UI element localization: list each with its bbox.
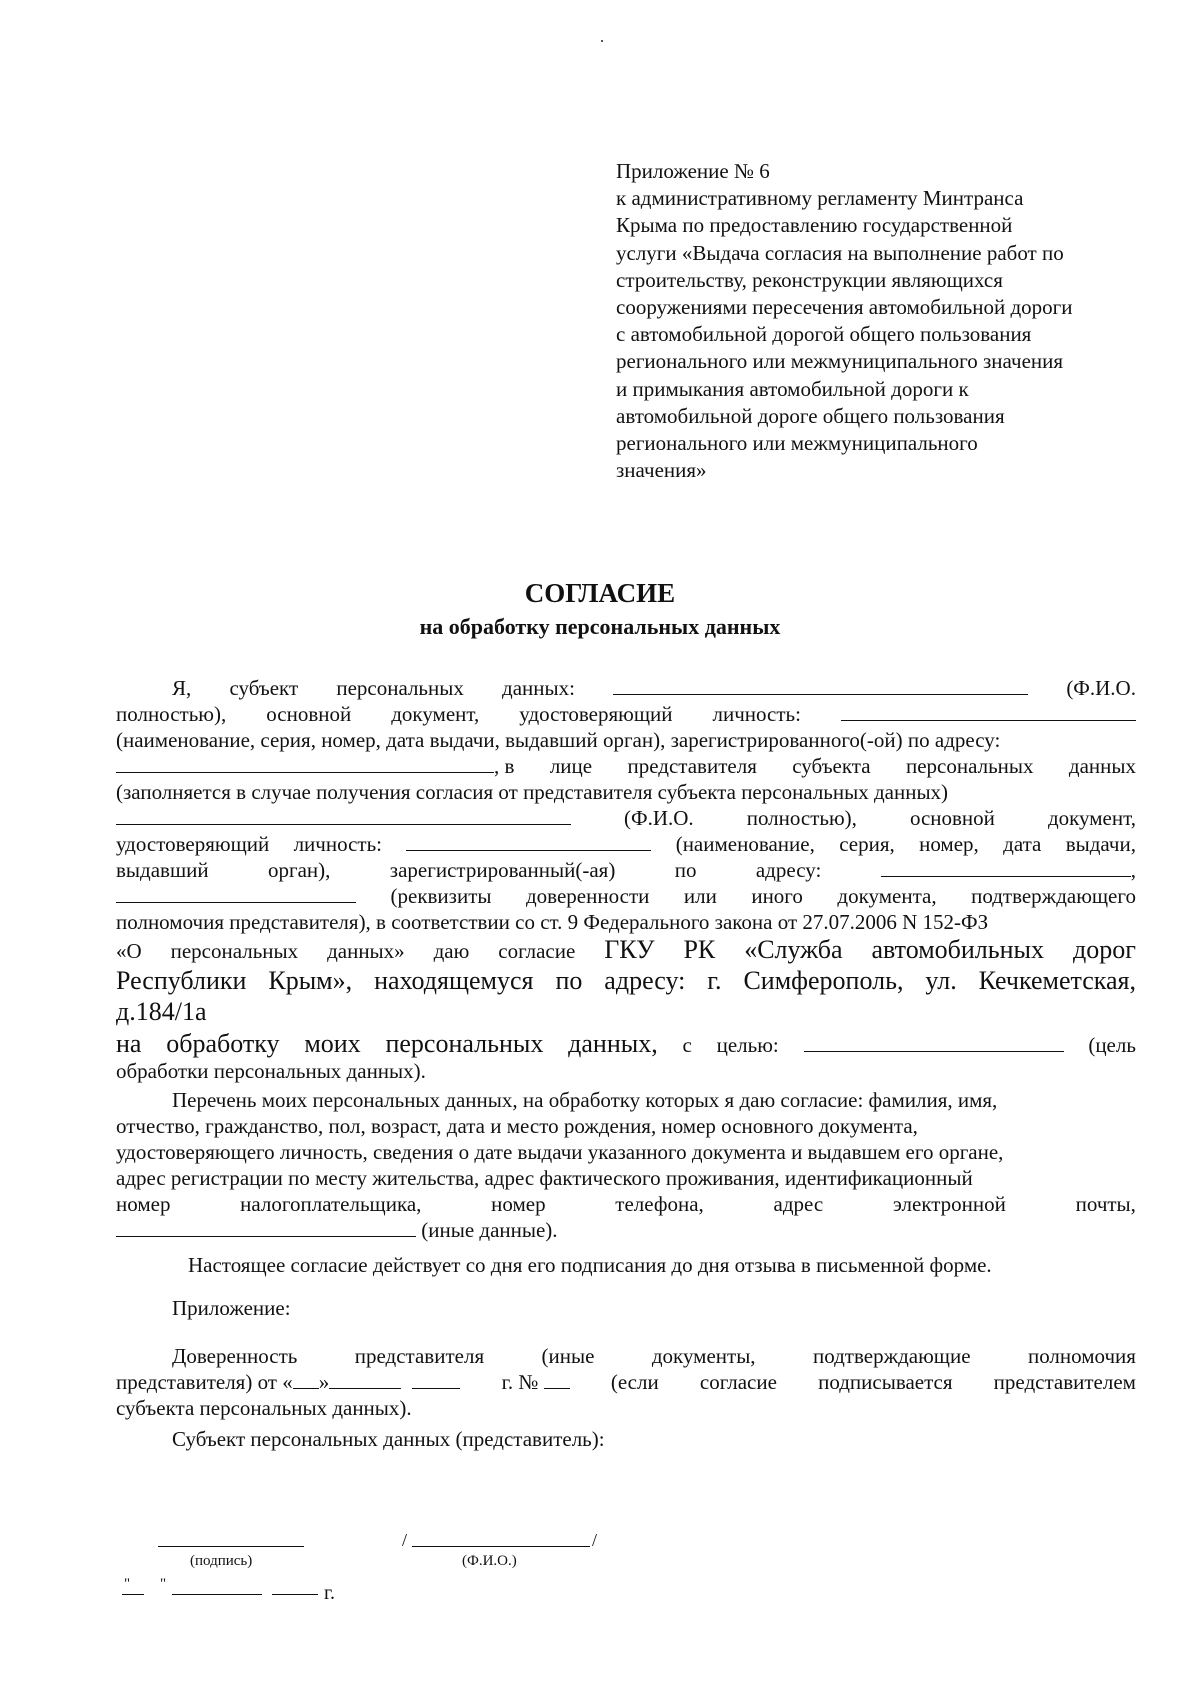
word: основной xyxy=(266,702,352,726)
word: зарегистрированный(-ая) xyxy=(389,858,616,882)
month-blank[interactable] xyxy=(329,1370,401,1389)
word: персональных xyxy=(905,754,1034,778)
body-line-24 xyxy=(116,1344,1136,1369)
word: «Служба xyxy=(744,935,843,964)
word: представителя) от « xyxy=(116,1370,293,1394)
word: , в xyxy=(494,754,515,778)
word: » xyxy=(318,1370,330,1394)
word: документа, xyxy=(837,884,937,908)
word: документ, xyxy=(391,702,480,726)
word: представителя xyxy=(354,1344,485,1368)
body-line-21 xyxy=(116,1218,1136,1243)
body-line-8 xyxy=(116,858,1136,883)
fio-blank[interactable] xyxy=(613,676,1028,695)
appendix-line: автомобильной дороге общего пользования xyxy=(616,403,1005,428)
word: орган), xyxy=(267,858,331,882)
date-quote-open: " xyxy=(124,1576,131,1592)
word: субъекта xyxy=(792,754,871,778)
body-line-4 xyxy=(116,754,1136,779)
representative-id-blank[interactable] xyxy=(406,832,651,851)
word: субъект xyxy=(229,676,299,700)
representative-address-blank[interactable] xyxy=(881,858,1131,877)
word: основной xyxy=(909,806,995,830)
word: личность: xyxy=(712,702,801,726)
word: подписывается xyxy=(818,1370,953,1394)
word: удостоверяющий xyxy=(116,832,270,856)
word: адресу: xyxy=(604,966,686,995)
body-line-2 xyxy=(116,702,1136,727)
body-line-14 xyxy=(116,1029,1136,1059)
body-line-27: Субъект персональных данных (представитель): xyxy=(172,1427,605,1451)
word: Симферополь, xyxy=(743,966,904,995)
body-line-6 xyxy=(116,806,1136,831)
appendix-line: значения» xyxy=(616,458,707,483)
representative-fio-blank[interactable] xyxy=(116,806,571,825)
word: ГКУ xyxy=(604,935,655,964)
word: «О xyxy=(116,939,142,963)
word: (иные xyxy=(541,1344,595,1368)
word: номер xyxy=(491,1192,546,1216)
body-line-7 xyxy=(116,832,1136,857)
word: автомобильных xyxy=(871,935,1045,964)
word: (цель xyxy=(1088,1033,1136,1057)
appendix-line: с автомобильной дорогой общего пользования xyxy=(616,322,1032,347)
word: с xyxy=(682,1033,692,1057)
word: (если xyxy=(610,1370,659,1394)
appendix-line: услуги «Выдача согласия на выполнение работ по xyxy=(616,240,1064,265)
word: (Ф.И.О. xyxy=(1066,676,1136,700)
word: г. xyxy=(707,966,722,995)
date-day-line[interactable] xyxy=(122,1594,144,1595)
word: РК xyxy=(683,935,716,964)
date-quote-close: " xyxy=(160,1576,167,1592)
word: Крым», xyxy=(268,966,353,995)
body-line-19: адрес регистрации по месту жительства, адрес фактического проживания, идентификационный xyxy=(116,1166,973,1190)
number-blank[interactable] xyxy=(544,1370,570,1389)
word: г. № xyxy=(501,1370,539,1394)
word: целью: xyxy=(716,1033,779,1057)
word: документы, xyxy=(651,1344,756,1368)
word: иного xyxy=(751,884,803,908)
body-line-12 xyxy=(116,966,1136,996)
word: налогоплательщика, xyxy=(240,1192,422,1216)
word: Доверенность xyxy=(172,1344,298,1368)
appendix-line: строительству, реконструкции являющихся xyxy=(616,267,1003,292)
appendix-line: сооружениями пересечения автомобильной дороги xyxy=(616,295,1073,320)
signature-label: (подпись) xyxy=(190,1553,253,1569)
fio-label: (Ф.И.О.) xyxy=(462,1553,517,1569)
word: полностью), xyxy=(116,702,227,726)
word: (Ф.И.О. xyxy=(624,806,694,830)
body-line-23: Приложение: xyxy=(172,1296,291,1320)
body-line-3: (наименование, серия, номер, дата выдачи, выдавший орган), зарегистрированного(-ой) по адресу: xyxy=(116,728,1001,752)
word: электронной xyxy=(892,1192,1006,1216)
appendix-line: регионального или межмуниципального значения xyxy=(616,349,1064,374)
appendix-block xyxy=(616,158,1156,484)
word: Республики xyxy=(116,966,247,995)
id-document-blank[interactable] xyxy=(841,702,1136,721)
purpose-blank[interactable] xyxy=(804,1033,1064,1052)
body-line-1 xyxy=(116,676,1136,701)
word: персональных xyxy=(336,676,464,700)
word: или xyxy=(683,884,717,908)
date-month-line[interactable] xyxy=(172,1594,262,1595)
body-line-5: (заполняется в случае получения согласия от представителя субъекта персональных данных) xyxy=(116,780,949,804)
body-line-20 xyxy=(116,1192,1136,1217)
word: на xyxy=(116,1029,142,1058)
word: (наименование, xyxy=(675,832,815,856)
date-year-line[interactable] xyxy=(272,1594,318,1595)
word: доверенности xyxy=(526,884,650,908)
word: выдавший xyxy=(116,858,209,882)
signature-line[interactable] xyxy=(158,1546,304,1547)
document-subtitle: на обработку персональных данных xyxy=(419,614,781,639)
scan-dot xyxy=(601,40,603,42)
body-line-22: Настоящее согласие действует со дня его подписания до дня отзыва в письменной форме. xyxy=(188,1253,992,1277)
word: подтверждающего xyxy=(971,884,1136,908)
word: дорог xyxy=(1072,935,1136,964)
word: полностью), xyxy=(746,806,857,830)
appendix-line: регионального или межмуниципального xyxy=(616,431,978,456)
word: телефона, xyxy=(615,1192,704,1216)
body-line-18: удостоверяющего личность, сведения о дате выдачи указанного документа и выдавшем его органе, xyxy=(116,1140,1004,1164)
word: личность: xyxy=(293,832,383,856)
word: представителем xyxy=(993,1370,1136,1394)
word: удостоверяющий xyxy=(519,702,673,726)
word: данных: xyxy=(502,676,575,700)
word: по xyxy=(555,966,583,995)
fio-slash-left: / xyxy=(402,1530,408,1550)
appendix-line: Крыма по предоставлению государственной xyxy=(616,213,1013,238)
word: моих xyxy=(304,1029,361,1058)
word: (иные данные). xyxy=(421,1218,558,1242)
body-line-9 xyxy=(116,884,1136,909)
word: документ, xyxy=(1047,806,1136,830)
word: выдачи, xyxy=(1065,832,1136,856)
body-line-26: субъекта персональных данных). xyxy=(116,1396,412,1420)
word: , xyxy=(1130,858,1136,882)
word: серия, xyxy=(839,832,895,856)
word: дата xyxy=(1003,832,1042,856)
document-title: СОГЛАСИЕ xyxy=(524,578,676,608)
word: адрес xyxy=(773,1192,824,1216)
word: лице xyxy=(549,754,593,778)
word: данных» xyxy=(327,939,405,963)
other-data-blank[interactable] xyxy=(116,1218,416,1237)
word: по xyxy=(674,858,697,882)
year-blank[interactable] xyxy=(412,1370,460,1389)
word: подтверждающие xyxy=(812,1344,971,1368)
word: данных xyxy=(1068,754,1136,778)
word: Кечкеметская, xyxy=(978,966,1136,995)
address-blank[interactable] xyxy=(116,754,494,773)
word: (реквизиты xyxy=(390,884,492,908)
body-line-11 xyxy=(116,935,1136,965)
date-year-suffix: г. xyxy=(324,1582,335,1604)
appendix-line: и примыкания автомобильной дороги к xyxy=(616,376,969,401)
body-line-15: обработки персональных данных). xyxy=(116,1059,426,1083)
fio-slash-right: / xyxy=(592,1530,598,1550)
word: номер, xyxy=(919,832,979,856)
body-line-17: отчество, гражданство, пол, возраст, дата и место рождения, номер основного документа, xyxy=(116,1114,918,1138)
word: представителя xyxy=(627,754,757,778)
word: полномочия xyxy=(1027,1344,1136,1368)
body-line-10: полномочия представителя), в соответствии со ст. 9 Федерального закона от 27.07.2006 N 152-ФЗ xyxy=(116,910,989,934)
word: персональных xyxy=(385,1029,544,1058)
word: номер xyxy=(116,1192,171,1216)
body-line-25 xyxy=(116,1370,1136,1395)
appendix-line: Приложение № 6 xyxy=(616,159,770,183)
word: даю xyxy=(433,939,470,963)
word: Я, xyxy=(172,676,192,700)
word: согласие xyxy=(498,939,576,963)
word: данных, xyxy=(568,1029,658,1058)
word: обработку xyxy=(166,1029,280,1058)
power-of-attorney-blank[interactable] xyxy=(116,884,356,903)
appendix-line: к административному регламенту Минтранса xyxy=(616,186,1024,211)
word: персональных xyxy=(170,939,299,963)
body-line-13: д.184/1а xyxy=(116,997,207,1026)
word: находящемуся xyxy=(374,966,534,995)
body-line-16: Перечень моих персональных данных, на обработку которых я даю согласие: фамилия, имя, xyxy=(172,1088,998,1112)
word: ул. xyxy=(925,966,957,995)
word: почты, xyxy=(1075,1192,1136,1216)
word: адресу: xyxy=(755,858,822,882)
day-blank[interactable] xyxy=(293,1370,319,1389)
word: согласие xyxy=(699,1370,777,1394)
fio-signature-line[interactable] xyxy=(412,1546,590,1547)
